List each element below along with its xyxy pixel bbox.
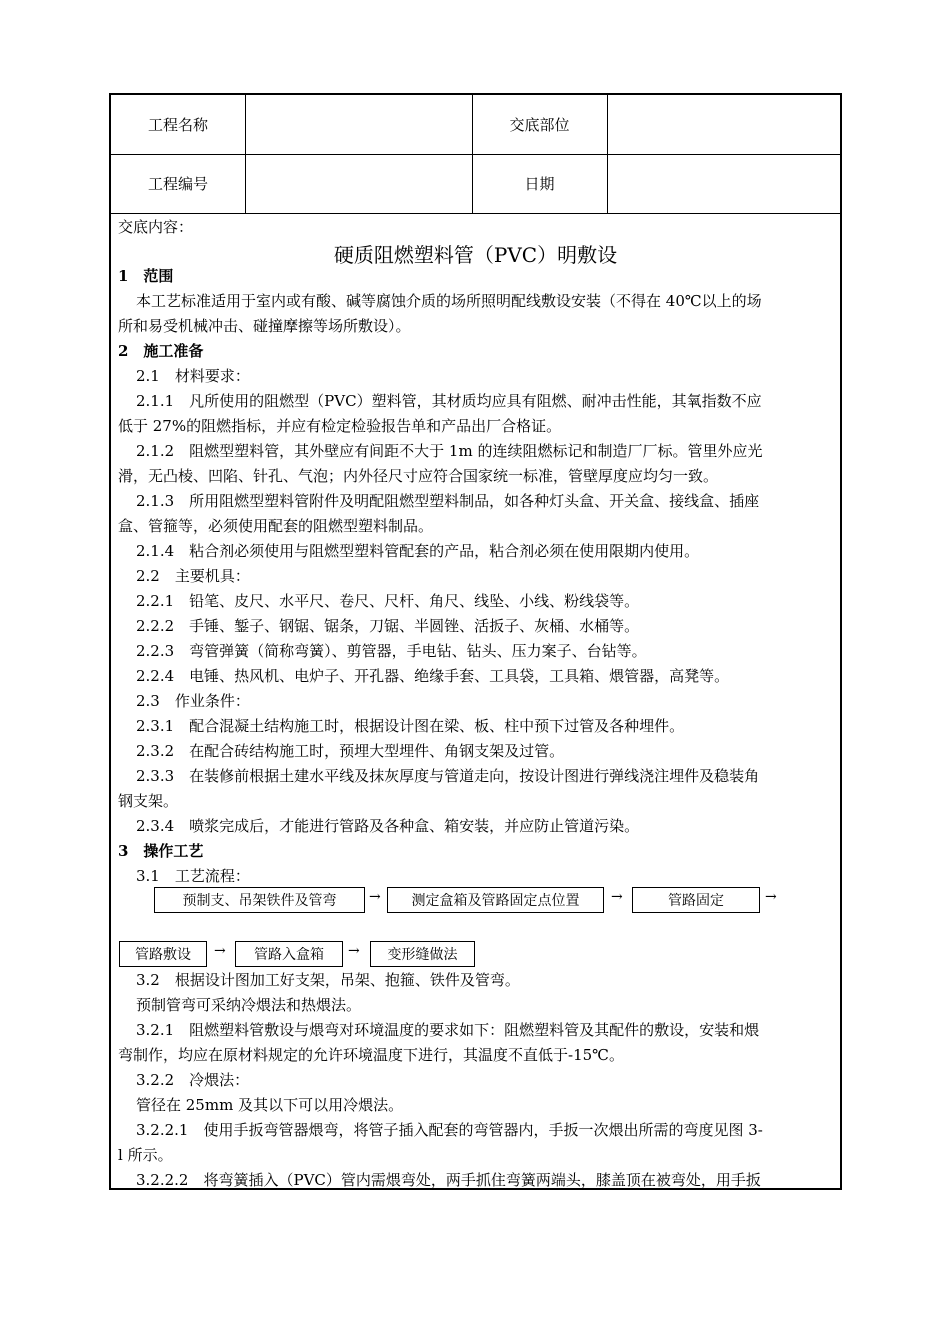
- paragraph-line: 3.2 根据设计图加工好支架，吊架、抱箍、铁件及管弯。: [136, 971, 520, 989]
- flow-arrow-icon: →: [369, 889, 381, 905]
- disclosure-form: [109, 93, 842, 1190]
- paragraph-line: 管径在 25mm 及其以下可以用冷煨法。: [136, 1096, 404, 1114]
- paragraph-line: 2.2.3 弯管弹簧（简称弯簧）、剪管器，手电钻、钻头、压力案子、台钻等。: [136, 642, 647, 660]
- section-heading: 1 范围: [118, 267, 174, 285]
- flow-step: 管路固定: [632, 887, 760, 913]
- paragraph-line: 2.1.2 阻燃型塑料管，其外壁应有间距不大于 1m 的连续阻燃标记和制造厂厂标。管里外应光: [136, 442, 763, 460]
- paragraph-line: 2.3.2 在配合砖结构施工时，预埋大型埋件、角钢支架及过管。: [136, 742, 565, 760]
- paragraph-line: 本工艺标准适用于室内或有酸、碱等腐蚀介质的场所照明配线敷设安装（不得在 40℃以上的场: [136, 292, 762, 310]
- paragraph-line: 2.1.4 粘合剂必须使用与阻燃型塑料管配套的产品，粘合剂必须在使用限期内使用。: [136, 542, 700, 560]
- paragraph-line: 3.1 工艺流程：: [136, 867, 250, 885]
- date-label: 日期: [524, 175, 555, 193]
- paragraph-line: 弯制作，均应在原材料规定的允许环境温度下进行，其温度不直低于-15℃。: [118, 1046, 624, 1064]
- section-heading: 2 施工准备: [118, 342, 204, 360]
- project-name-value[interactable]: [245, 95, 472, 154]
- flow-step: 变形缝做法: [370, 941, 475, 967]
- divider: [111, 213, 840, 214]
- project-no-label: 工程编号: [147, 175, 208, 193]
- paragraph-line: 2.2.4 电锤、热风机、电炉子、开孔器、绝缘手套、工具袋，工具箱、煨管器，高凳等。: [136, 667, 730, 685]
- paragraph-line: 2.2.1 铅笔、皮尺、水平尺、卷尺、尺杆、角尺、线坠、小线、粉线袋等。: [136, 592, 640, 610]
- date-value[interactable]: [607, 154, 840, 213]
- paragraph-line: 2.1.3 所用阻燃型塑料管附件及明配阻燃型塑料制品，如各种灯头盒、开关盒、接线盒、插座: [136, 492, 760, 510]
- flow-arrow-icon: →: [214, 943, 226, 959]
- paragraph-line: 低于 27%的阻燃指标，并应有检定检验报告单和产品出厂合格证。: [118, 417, 562, 435]
- paragraph-line: 2.3.1 配合混凝土结构施工时，根据设计图在梁、板、柱中预下过管及各种埋件。: [136, 717, 685, 735]
- page-title: 硬质阻燃塑料管（PVC）明敷设: [333, 243, 618, 267]
- paragraph-line: 预制管弯可采纳冷煨法和热煨法。: [136, 996, 362, 1014]
- flow-step: 管路入盒箱: [235, 941, 343, 967]
- location-value[interactable]: [607, 95, 840, 154]
- paragraph-line: 滑，无凸棱、凹陷、针孔、气泡；内外径尺寸应符合国家统一标准，管壁厚度应均匀一致。: [118, 467, 719, 485]
- paragraph-line: 2.2.2 手锤、錾子、钢锯、锯条，刀锯、半圆锉、活扳子、灰桶、水桶等。: [136, 617, 640, 635]
- paragraph-line: 2.1 材料要求：: [136, 367, 250, 385]
- header-table: [111, 95, 840, 213]
- paragraph-line: 2.3.4 喷浆完成后，才能进行管路及各种盒、箱安装，并应防止管道污染。: [136, 817, 640, 835]
- paragraph-line: 3.2.2 冷煨法：: [136, 1071, 250, 1089]
- paragraph-line: 2.3.3 在装修前根据土建水平线及抹灰厚度与管道走向，按设计图进行弹线浇注埋件及稳装角: [136, 767, 760, 785]
- project-no-value[interactable]: [245, 154, 472, 213]
- flow-step: 测定盒箱及管路固定点位置: [387, 887, 604, 913]
- paragraph-line: 盒、管箍等，必须使用配套的阻燃型塑料制品。: [118, 517, 434, 535]
- flow-arrow-icon: →: [765, 889, 777, 905]
- section-heading: 3 操作工艺: [118, 842, 204, 860]
- flow-arrow-icon: →: [348, 943, 360, 959]
- paragraph-line: 钢支架。: [118, 792, 179, 810]
- paragraph-line: 2.2 主要机具：: [136, 567, 250, 585]
- paragraph-line: 3.2.1 阻燃塑料管敷设与煨弯对环境温度的要求如下：阻燃塑料管及其配件的敷设，安装和煨: [136, 1021, 760, 1039]
- paragraph-line: l 所示。: [118, 1146, 173, 1164]
- location-label: 交底部位: [509, 116, 570, 134]
- paragraph-line: 所和易受机械冲击、碰撞摩擦等场所敷设）。: [118, 317, 411, 335]
- project-name-label: 工程名称: [147, 116, 208, 134]
- flow-step: 管路敷设: [119, 941, 207, 967]
- paragraph-line: 2.1.1 凡所使用的阻燃型（PVC）塑料管，其材质均应具有阻燃、耐冲击性能，其氧指数不应: [136, 392, 762, 410]
- content-intro: 交底内容：: [118, 218, 194, 236]
- flow-arrow-icon: →: [611, 889, 623, 905]
- flow-step: 预制支、吊架铁件及管弯: [154, 887, 365, 913]
- paragraph-line: 3.2.2.2 将弯簧插入（PVC）管内需煨弯处，两手抓住弯簧两端头，膝盖顶在被弯处，用手扳: [136, 1171, 761, 1189]
- paragraph-line: 2.3 作业条件：: [136, 692, 250, 710]
- paragraph-line: 3.2.2.1 使用手扳弯管器煨弯，将管子插入配套的弯管器内，手扳一次煨出所需的弯度见图 3-: [136, 1121, 763, 1139]
